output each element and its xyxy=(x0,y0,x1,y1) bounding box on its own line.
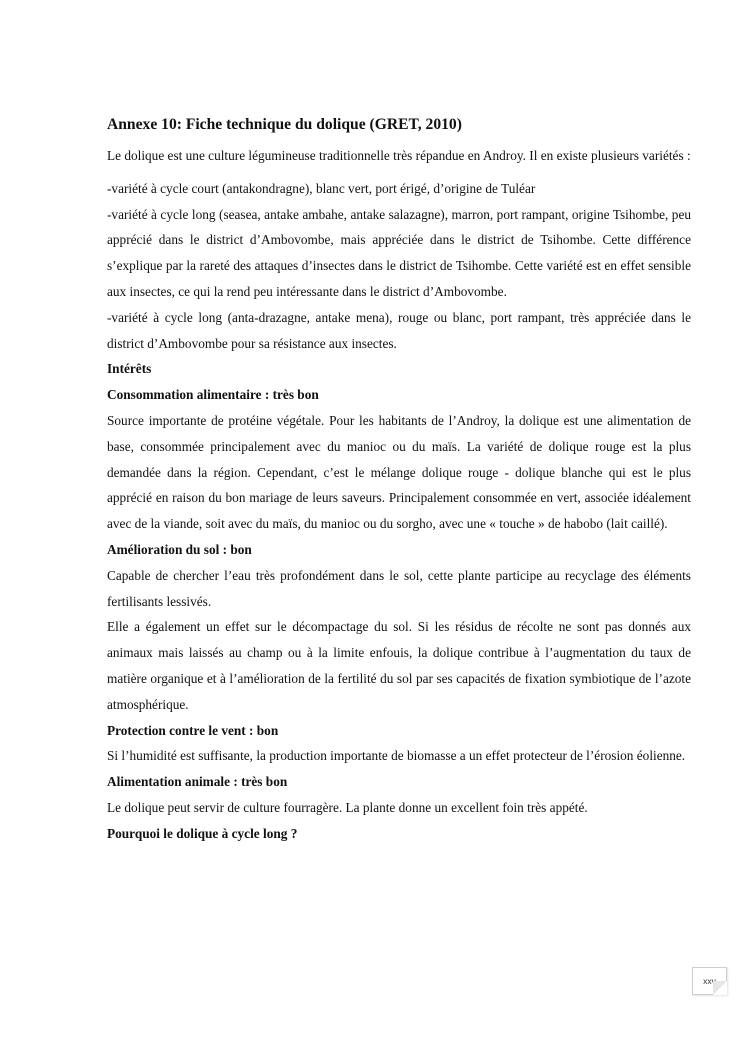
annex-title: Annexe 10: Fiche technique du dolique (GRET, 2010) xyxy=(107,116,462,133)
animale-paragraph: Le dolique peut servir de culture fourragère. La plante donne un excellent foin très appété. xyxy=(107,799,588,815)
sol-paragraph-2: Elle a également un effet sur le décompactage du sol. Si les résidus de récolte ne sont pas donnés aux animaux mais laissés au champ ou à la limite enfouis, la dolique contribue à l’augmentation du taux de matière organique et à l’amélioration de la fertilité du sol par ses capacités de fixation symbiotique de l’azote atmosphérique. xyxy=(107,619,691,712)
page-number: xxv xyxy=(703,976,716,986)
consommation-heading: Consommation alimentaire : très bon xyxy=(107,387,319,403)
variety-long-cycle-seasea: -variété à cycle long (seasea, antake ambahe, antake salazagne), marron, port rampant, origine Tsihombe, peu apprécié dans le district d’Ambovombe, mais appréciée dans le district de Tsihombe. Cette différence s’explique par la rareté des attaques d’insectes dans le district de Tsihombe. Cette variété est en effet sensible aux insectes, ce qui la rend peu intéressante dans le district d’Ambovombe. xyxy=(107,206,691,299)
sol-heading: Amélioration du sol : bon xyxy=(107,541,252,557)
variety-short-cycle: -variété à cycle court (antakondragne), blanc vert, port érigé, d’origine de Tuléar xyxy=(107,180,536,196)
vent-paragraph: Si l’humidité est suffisante, la production importante de biomasse a un effet protecteur de l’érosion éolienne. xyxy=(107,748,686,764)
animale-heading: Alimentation animale : très bon xyxy=(107,774,288,790)
document-body xyxy=(107,114,691,847)
interets-heading: Intérêts xyxy=(107,361,152,377)
page-number-badge xyxy=(692,967,727,995)
intro-paragraph: Le dolique est une culture légumineuse traditionnelle très répandue en Androy. Il en existe plusieurs variétés : xyxy=(107,148,691,163)
sol-paragraph-1: Capable de chercher l’eau très profondément dans le sol, cette plante participe au recyclage des éléments fertilisants lessivés. xyxy=(107,567,691,609)
cycle-long-heading: Pourquoi le dolique à cycle long ? xyxy=(107,825,298,841)
vent-heading: Protection contre le vent : bon xyxy=(107,722,279,738)
consommation-paragraph: Source importante de protéine végétale. Pour les habitants de l’Androy, la dolique est une alimentation de base, consommée principalement avec du manioc ou du maïs. La variété de dolique rouge est la plus demandée dans la région. Cependant, c’est le mélange dolique rouge - dolique blanche qui est le plus apprécié en raison du bon mariage de leurs saveurs. Principalement consommée en vert, associée idéalement avec de la viande, soit avec du maïs, du manioc ou du sorgho, avec une « touche » de habobo (lait caillé). xyxy=(107,412,691,532)
variety-long-cycle-anta-drazagne: -variété à cycle long (anta-drazagne, antake mena), rouge ou blanc, port rampant, très appréciée dans le district d’Ambovombe pour sa résistance aux insectes. xyxy=(107,309,691,351)
